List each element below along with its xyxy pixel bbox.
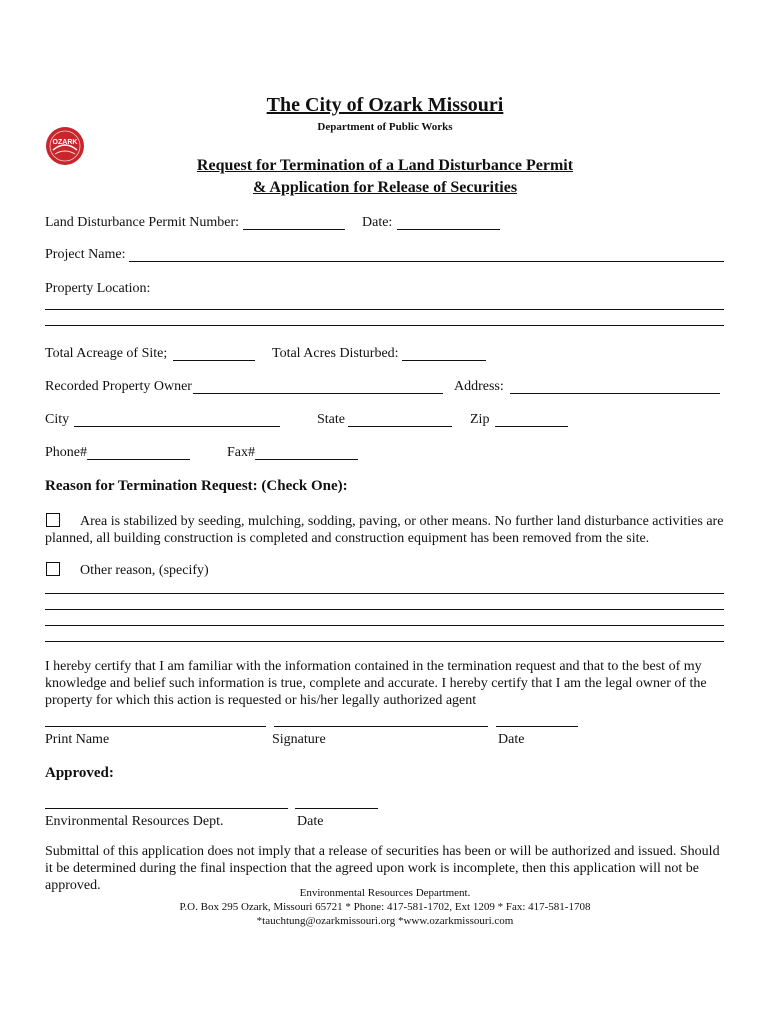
property-location-label: Property Location: <box>45 281 151 296</box>
total-disturbed-label: Total Acres Disturbed: <box>272 346 399 361</box>
submittal-notice: Submittal of this application does not imply that a release of securities has been or will be authorized and issued. Should it be determined during the final inspection that the agreed upon work is incomplete, then this application will not be approved. <box>45 844 720 893</box>
form-subtitle-line2: & Application for Release of Securities <box>252 179 518 196</box>
certification-date-label: Date <box>498 732 525 747</box>
total-acreage-field[interactable] <box>173 360 255 361</box>
project-name-field[interactable] <box>129 261 724 262</box>
option1-text-line1: Area is stabilized by seeding, mulching, sodding, paving, or other means. No further land disturbance activities are <box>80 514 724 529</box>
fax-label: Fax# <box>227 445 255 460</box>
option1-text-line2: planned, all building construction is completed and construction equipment has been removed from the site. <box>45 531 650 546</box>
city-field[interactable] <box>74 426 280 427</box>
option2-text: Other reason, (specify) <box>80 563 209 578</box>
page-title: The City of Ozark Missouri <box>266 94 504 116</box>
form-subtitle-line1: Request for Termination of a Land Disturbance Permit <box>196 157 574 174</box>
permit-number-label: Land Disturbance Permit Number: <box>45 215 240 230</box>
total-acreage-label: Total Acreage of Site; <box>45 346 168 361</box>
signature-field[interactable] <box>274 726 488 727</box>
address-label: Address: <box>454 379 504 394</box>
owner-field[interactable] <box>193 393 443 394</box>
footer-contact: P.O. Box 295 Ozark, Missouri 65721 * Phone: 417-581-1702, Ext 1209 * Fax: 417-581-1708 <box>179 901 591 913</box>
footer-web: *tauchtung@ozarkmissouri.org *www.ozarkmissouri.com <box>256 915 514 927</box>
date-label: Date: <box>362 215 393 230</box>
svg-text:OZARK: OZARK <box>52 139 78 146</box>
other-reason-line4[interactable] <box>45 641 724 642</box>
stabilized-checkbox[interactable] <box>46 513 60 527</box>
property-location-field-line2[interactable] <box>45 325 724 326</box>
certification-date-field[interactable] <box>496 726 578 727</box>
project-name-label: Project Name: <box>45 247 126 262</box>
signature-label: Signature <box>272 732 326 747</box>
approval-date-label: Date <box>297 814 324 829</box>
approval-signature-field[interactable] <box>45 808 288 809</box>
other-reason-line2[interactable] <box>45 609 724 610</box>
owner-label: Recorded Property Owner <box>45 379 192 394</box>
address-field[interactable] <box>510 393 720 394</box>
zip-field[interactable] <box>495 426 568 427</box>
state-field[interactable] <box>348 426 452 427</box>
other-reason-line3[interactable] <box>45 625 724 626</box>
other-reason-checkbox[interactable] <box>46 562 60 576</box>
approved-heading: Approved: <box>45 765 114 781</box>
total-disturbed-field[interactable] <box>402 360 486 361</box>
department-name: Department of Public Works <box>317 121 453 133</box>
approval-dept-label: Environmental Resources Dept. <box>45 814 224 829</box>
city-label: City <box>45 412 70 427</box>
reason-heading: Reason for Termination Request: (Check One): <box>45 478 348 494</box>
property-location-field-line1[interactable] <box>45 309 724 310</box>
print-name-label: Print Name <box>45 732 110 747</box>
state-label: State <box>317 412 345 427</box>
date-field[interactable] <box>397 229 500 230</box>
footer-department: Environmental Resources Department. <box>299 887 471 899</box>
permit-number-field[interactable] <box>243 229 345 230</box>
approval-date-field[interactable] <box>295 808 378 809</box>
fax-field[interactable] <box>255 459 358 460</box>
phone-label: Phone# <box>45 445 87 460</box>
other-reason-line1[interactable] <box>45 593 724 594</box>
phone-field[interactable] <box>87 459 190 460</box>
certification-text: I hereby certify that I am familiar with the information contained in the termination request and that to the best of my knowledge and belief such information is true, complete and accurate. I hereby certify that I am the legal owner of the property for which this action is requested or his/her legally authorized agent <box>45 659 707 708</box>
print-name-field[interactable] <box>45 726 266 727</box>
zip-label: Zip <box>470 412 490 427</box>
